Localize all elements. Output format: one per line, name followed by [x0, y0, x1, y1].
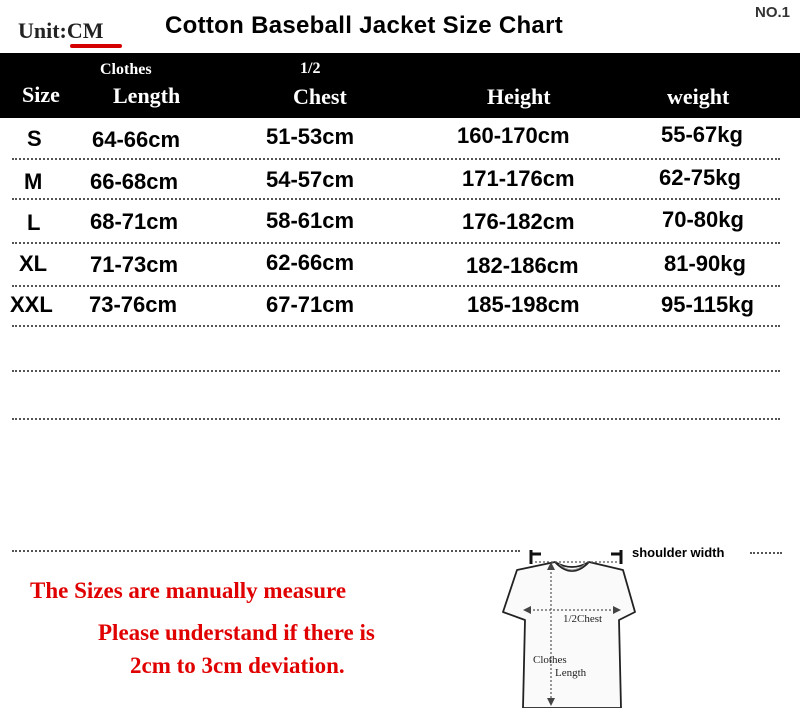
cell-chest: 58-61cm [266, 208, 355, 233]
row-divider [12, 325, 780, 327]
cell-height: 160-170cm [457, 123, 570, 148]
header-size: Size [22, 82, 60, 107]
cell-length: 71-73cm [90, 252, 179, 277]
cell-height: 176-182cm [462, 209, 575, 234]
header-weight: weight [667, 84, 730, 109]
row-divider [12, 285, 780, 287]
row-divider [12, 370, 780, 372]
sheet-number: NO.1 [754, 4, 790, 21]
header-chest-top: 1/2 [300, 60, 321, 77]
cell-length: 68-71cm [90, 209, 179, 234]
diagram-chest-label: 1/2Chest [563, 613, 603, 625]
diagram-shoulder-label: shoulder width [632, 545, 725, 560]
cell-chest: 67-71cm [266, 292, 355, 317]
cell-weight: 81-90kg [664, 251, 746, 276]
cell-size: XL [19, 251, 48, 276]
cell-chest: 62-66cm [266, 250, 355, 275]
unit-underline [70, 44, 122, 48]
row-divider [12, 418, 780, 420]
tshirt-outline [503, 562, 635, 708]
header-length-top: Clothes [100, 61, 152, 78]
cell-size: L [27, 210, 41, 235]
row-divider [12, 242, 780, 244]
cell-size: S [27, 126, 42, 151]
diagram-length-label: Length [555, 667, 587, 679]
note-line-1: The Sizes are manually measure [30, 578, 347, 603]
header-chest: Chest [293, 84, 347, 109]
cell-size: M [24, 169, 43, 194]
row-divider [12, 198, 780, 200]
header-height: Height [487, 84, 551, 109]
unit-label [18, 18, 104, 44]
cell-height: 185-198cm [467, 292, 580, 317]
cell-weight: 70-80kg [662, 207, 744, 232]
unit-value: CM [66, 18, 104, 43]
note-line-2: Please understand if there is [98, 620, 375, 645]
cell-chest: 51-53cm [266, 124, 355, 149]
cell-size: XXL [10, 292, 53, 317]
cell-height: 171-176cm [462, 166, 575, 191]
cell-length: 73-76cm [89, 292, 178, 317]
cell-weight: 55-67kg [661, 122, 743, 147]
row-divider [12, 550, 520, 552]
unit-prefix: Unit: [18, 18, 67, 43]
cell-weight: 62-75kg [659, 165, 741, 190]
row-divider [12, 158, 780, 160]
cell-length: 64-66cm [92, 127, 181, 152]
header-length: Length [113, 83, 181, 108]
cell-length: 66-68cm [90, 169, 179, 194]
cell-weight: 95-115kg [661, 292, 754, 317]
diagram-length-top-label: Clothes [533, 654, 567, 666]
page-title: Cotton Baseball Jacket Size Chart [165, 12, 564, 39]
cell-chest: 54-57cm [266, 167, 355, 192]
tshirt-diagram [485, 540, 785, 708]
note-line-3: 2cm to 3cm deviation. [130, 653, 345, 678]
cell-height: 182-186cm [466, 253, 579, 278]
